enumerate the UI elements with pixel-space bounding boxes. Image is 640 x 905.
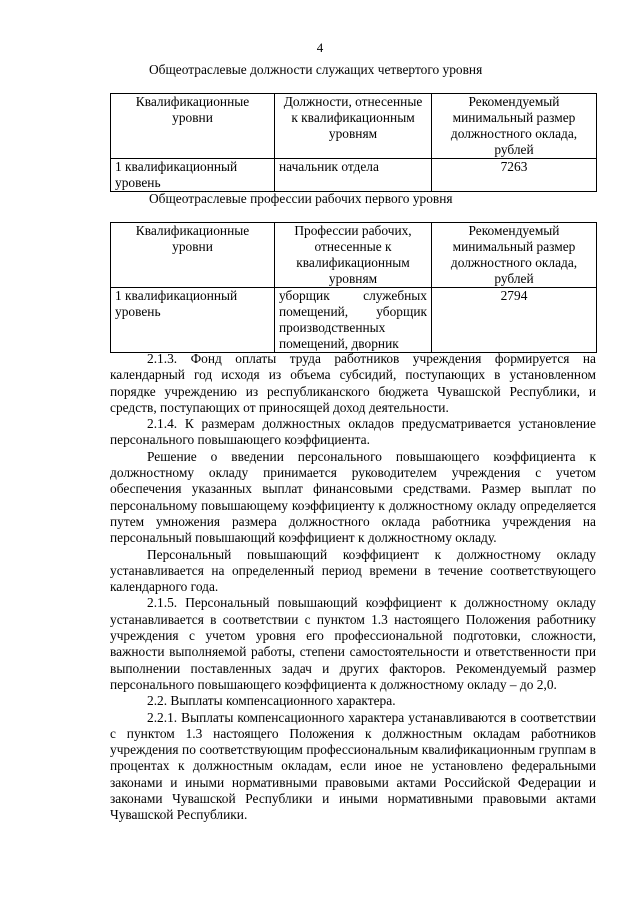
paragraph-2-2: 2.2. Выплаты компенсационного характера.: [147, 693, 396, 709]
header-min-salary: Рекомендуемый минимальный размер должностного оклада, рублей: [432, 94, 597, 159]
table2-title: Общеотраслевые профессии рабочих первого уровня: [149, 191, 453, 206]
header-min-salary: Рекомендуемый минимальный размер должностного оклада, рублей: [432, 223, 597, 288]
cell-level: 1 квалификационный уровень: [111, 288, 275, 353]
header-professions: Профессии рабочих, отнесенные к квалификационным уровням: [275, 223, 432, 288]
paragraph-2-1-5: 2.1.5. Персональный повышающий коэффициент к должностному окладу устанавливается в соответствии с пунктом 1.3 настоящего Положения работнику учреждения с учетом уровня его профессиональной подготовки, сложности, важности выполняемой работы, степени самостоятельности и ответственности при выполнении поставленных задач и других факторов. Рекомендуемый размер персонального повышающего коэффициента к должностному окладу – до 2,0.: [110, 595, 596, 692]
table2: [110, 222, 597, 353]
table-header-row: [111, 94, 597, 159]
header-qualification-levels: Квалификационные уровни: [111, 223, 275, 288]
cell-salary: 7263: [432, 159, 597, 192]
paragraph-2-1-4: 2.1.4. К размерам должностных окладов предусматривается установление персонального повышающего коэффициента.: [110, 416, 596, 448]
table-row: [111, 159, 597, 192]
paragraph-coefficient-period: Персональный повышающий коэффициент к должностному окладу устанавливается на определенный период времени в течение соответствующего календарного года.: [110, 546, 596, 595]
table-header-row: [111, 223, 597, 288]
table-row: [111, 288, 597, 353]
paragraph-2-2-1: 2.2.1. Выплаты компенсационного характера устанавливаются в соответствии с пунктом 1.3 настоящего Положения к должностным окладам работников учреждения по соответствующим профессиональным квалификационным группам в процентах к должностным окладам, если иное не установлено федеральными законами и иными нормативными правовыми актами Российской Федерации и законами Чувашской Республики и иными нормативными правовыми актами Чувашской Республики.: [110, 709, 596, 823]
header-qualification-levels: Квалификационные уровни: [111, 94, 275, 159]
cell-salary: 2794: [432, 288, 597, 353]
header-positions: Должности, отнесенные к квалификационным уровням: [275, 94, 432, 159]
paragraph-decision: Решение о введении персонального повышающего коэффициента к должностному окладу принимается руководителем учреждения с учетом обеспечения указанных выплат финансовыми средствами. Размер выплат по персональному повышающему коэффициенту к должностному окладу определяется путем умножения размера должностного оклада работника учреждения на персональный повышающий коэффициент к должностному окладу.: [110, 448, 596, 546]
cell-position: начальник отдела: [275, 159, 432, 192]
body-text: [110, 351, 596, 824]
page-number: 4: [316, 40, 324, 55]
table1-title: Общеотраслевые должности служащих четвертого уровня: [149, 62, 483, 77]
cell-profession: уборщик служебных помещений, уборщик производственных помещений, дворник: [275, 288, 432, 353]
table1: [110, 93, 597, 192]
paragraph-2-1-3: 2.1.3. Фонд оплаты труда работников учреждения формируется на календарный год исходя из объема субсидий, поступающих в установленном порядке учреждению из республиканского бюджета Чувашской Республики, и средств, поступающих от приносящей доход деятельности.: [110, 351, 596, 415]
cell-level: 1 квалификационный уровень: [111, 159, 275, 192]
